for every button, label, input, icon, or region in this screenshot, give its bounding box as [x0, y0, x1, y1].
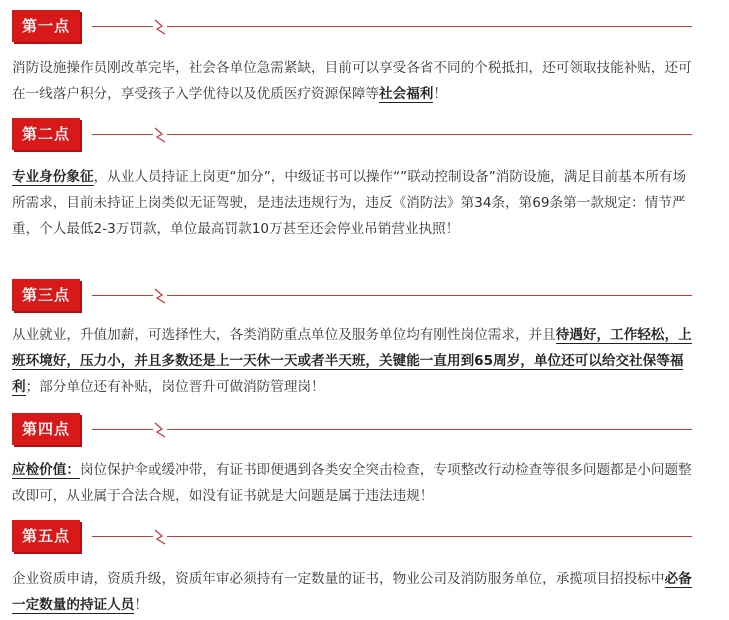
section-header-1 — [12, 10, 692, 44]
divider-line — [92, 295, 692, 296]
section-badge: 第一点 — [12, 10, 80, 42]
divider-line — [92, 26, 692, 27]
section-header-4 — [12, 413, 692, 447]
section-header-5 — [12, 520, 692, 554]
divider-line — [92, 134, 692, 135]
zigzag-icon — [153, 528, 167, 546]
text-segment: 消防设施操作员刚改革完毕，社会各单位急需紧缺，目前可以享受各省不同的个税抵扣，还可领取技能补贴，还可在一线落户积分，享受孩子入学优待以及优质医疗资源保障等 — [12, 60, 692, 102]
text-segment: ！ — [134, 597, 148, 613]
section-header-2 — [12, 118, 692, 152]
text-segment: ！ — [433, 86, 447, 102]
section-badge: 第三点 — [12, 279, 80, 311]
emphasis-text: 必备一定数量的持证人员 — [12, 571, 692, 613]
section-badge: 第五点 — [12, 520, 80, 552]
zigzag-icon — [153, 421, 167, 439]
section-badge: 第四点 — [12, 413, 80, 445]
text-segment: 企业资质申请，资质升级，资质年审必须持有一定数量的证书，物业公司及消防服务单位，承揽项目招投标中 — [12, 571, 665, 587]
section-paragraph-4 — [12, 457, 692, 509]
text-segment: 从业就业，升值加薪，可选择性大，各类消防重点单位及服务单位均有刚性岗位需求，并且 — [12, 327, 556, 343]
divider-line — [92, 536, 692, 537]
section-paragraph-2 — [12, 164, 692, 242]
divider-line — [92, 429, 692, 430]
zigzag-icon — [153, 126, 167, 144]
emphasis-text: 应检价值： — [12, 462, 80, 478]
section-paragraph-1 — [12, 55, 692, 107]
section-badge: 第二点 — [12, 118, 80, 150]
section-paragraph-3 — [12, 322, 692, 400]
section-paragraph-5 — [12, 566, 692, 618]
zigzag-icon — [153, 18, 167, 36]
emphasis-text: 社会福利 — [379, 86, 434, 102]
zigzag-icon — [153, 287, 167, 305]
text-segment: ；部分单位还有补贴，岗位晋升可做消防管理岗！ — [25, 379, 325, 395]
section-header-3 — [12, 279, 692, 313]
text-segment: 岗位保护伞或缓冲带，有证书即便遇到各类安全突击检查，专项整改行动检查等很多问题都是小问题整改即可，从业属于合法合规，如没有证书就是大问题是属于违法违规！ — [12, 462, 692, 504]
emphasis-text: 专业身份象征 — [12, 169, 94, 185]
emphasis-text: 待遇好，工作轻松，上班环境好，压力小，并且多数还是上一天休一天或者半天班，关键能一直用到65周岁，单位还可以给交社保等福利 — [12, 327, 692, 395]
text-segment: ，从业人员持证上岗更“加分”，中级证书可以操作“”联动控制设备”消防设施，满足目前基本所有场所需求，目前未持证上岗类似无证驾驶，是违法违规行为，违反《消防法》第34条，第69条第一款规定：情节严重，个人最低2-3万罚款，单位最高罚款10万甚至还会停业吊销营业执照！ — [12, 169, 687, 237]
